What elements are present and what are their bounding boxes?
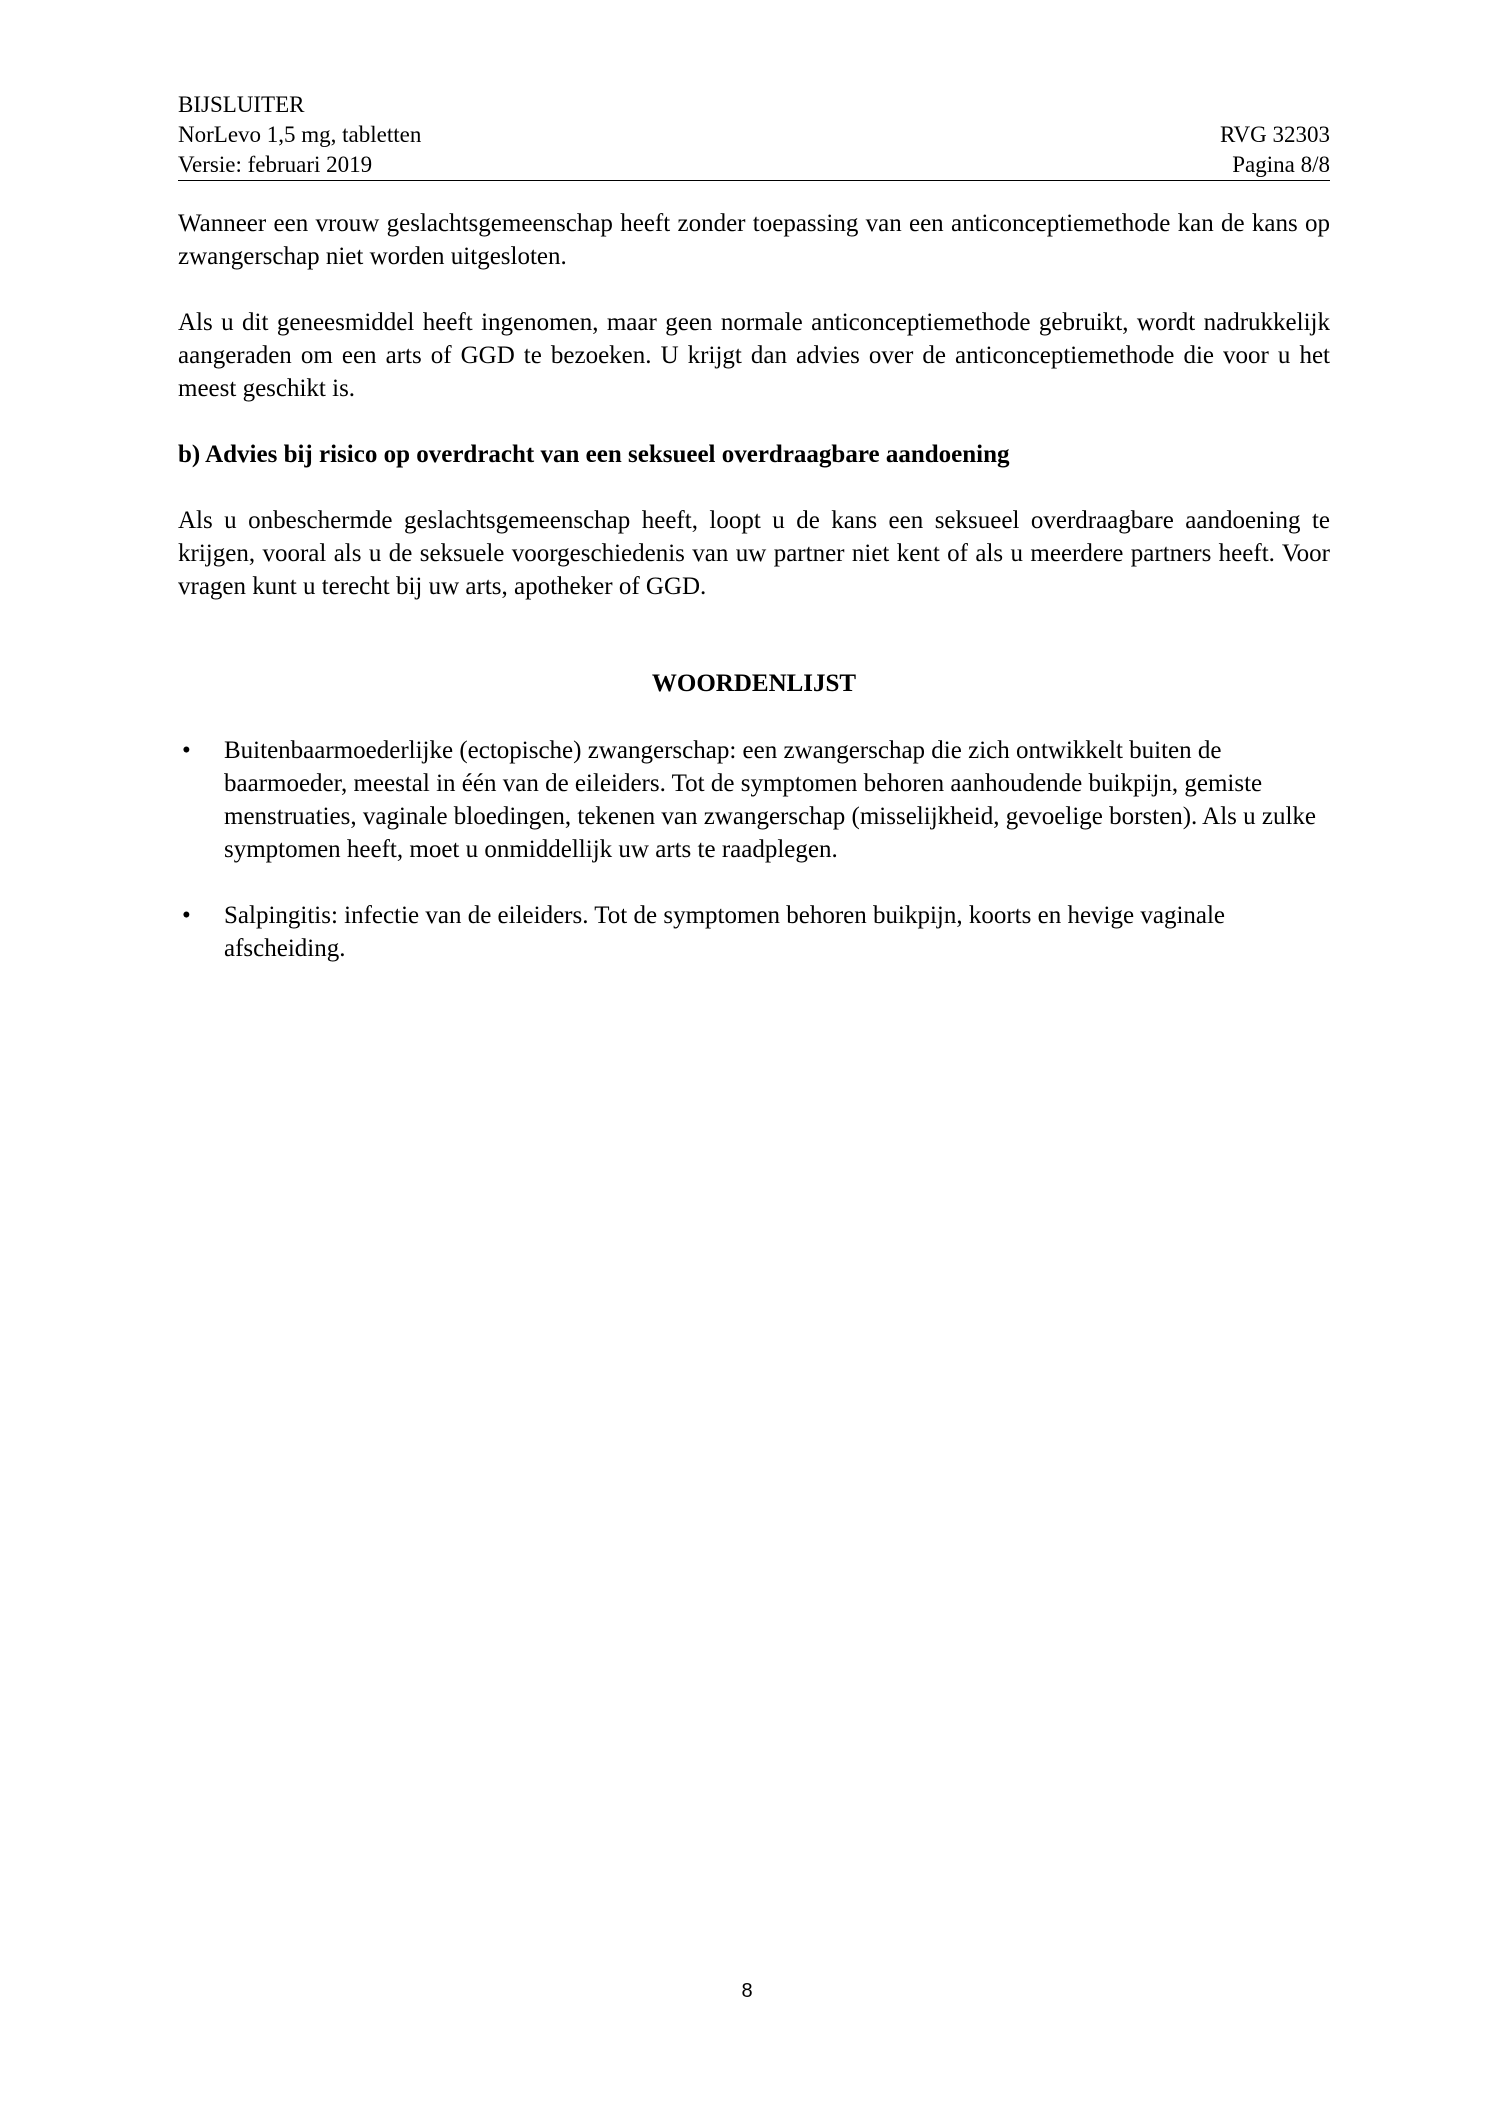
header-rvg: RVG 32303	[1220, 122, 1330, 147]
header-row-2	[178, 120, 1330, 150]
paragraph-3: Als u onbeschermde geslachtsgemeenschap heeft, loopt u de kans een seksueel overdraagbare aandoening te krijgen, vooral als u de seksuele voorgeschiedenis van uw partner niet kent of als u meerdere partners heeft. Voor vragen kunt u terecht bij uw arts, apotheker of GGD.	[178, 507, 1330, 600]
page-number: 8	[741, 1980, 753, 2002]
header-page: Pagina 8/8	[1232, 152, 1330, 177]
page-content	[178, 90, 1330, 998]
glossary-item-ectopic	[178, 734, 1330, 866]
header-row-1	[178, 90, 1330, 120]
header-doc-type: BIJSLUITER	[178, 92, 305, 117]
glossary-title: WOORDENLIJST	[651, 670, 857, 697]
paragraph-1: Wanneer een vrouw geslachtsgemeenschap heeft zonder toepassing van een anticonceptiemethode kan de kans op zwangerschap niet worden uitgesloten.	[178, 210, 1330, 270]
glossary-list	[178, 734, 1330, 965]
page-header	[178, 90, 1330, 181]
bullet-icon: •	[182, 737, 191, 764]
header-product: NorLevo 1,5 mg, tabletten	[178, 122, 422, 147]
glossary-item-salpingitis	[178, 899, 1330, 965]
header-row-3	[178, 150, 1330, 180]
glossary-item-text: Salpingitis: infectie van de eileiders. Tot de symptomen behoren buikpijn, koorts en hevige vaginale afscheiding.	[224, 902, 1226, 962]
header-version: Versie: februari 2019	[178, 152, 373, 177]
bullet-icon: •	[182, 902, 191, 929]
subheading-b: b) Advies bij risico op overdracht van een seksueel overdraagbare aandoening	[178, 441, 1010, 468]
paragraph-2: Als u dit geneesmiddel heeft ingenomen, maar geen normale anticonceptiemethode gebruikt, wordt nadrukkelijk aangeraden om een arts of GGD te bezoeken. U krijgt dan advies over de anticonceptiemethode die voor u het meest geschikt is.	[178, 309, 1330, 402]
body-text	[178, 207, 1330, 965]
glossary-item-text: Buitenbaarmoederlijke (ectopische) zwangerschap: een zwangerschap die zich ontwikkelt buiten de baarmoeder, meestal in één van de eileiders. Tot de symptomen behoren aanhoudende buikpijn, gemiste menstruaties, vaginale bloedingen, tekenen van zwangerschap (misselijkheid, gevoelige borsten). Als u zulke symptomen heeft, moet u onmiddellijk uw arts te raadplegen.	[224, 737, 1317, 863]
